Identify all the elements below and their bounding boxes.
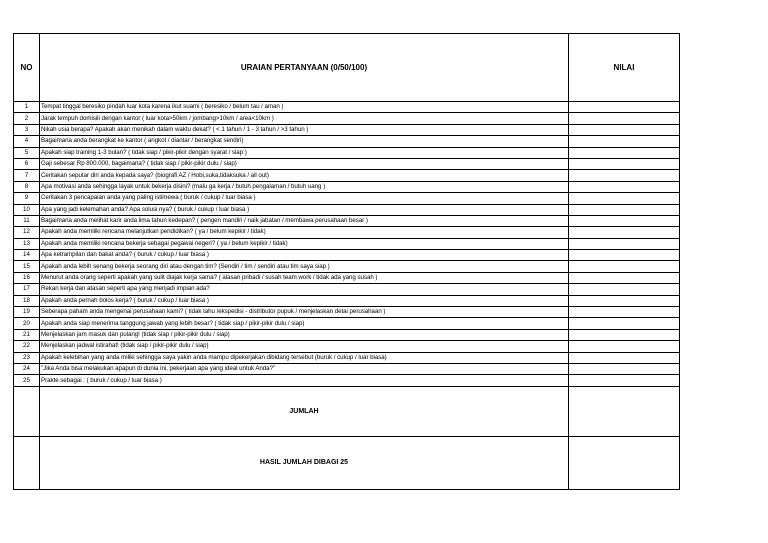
row-number: 1 xyxy=(14,102,40,113)
table-row xyxy=(14,341,680,352)
row-number: 18 xyxy=(14,295,40,306)
row-number: 14 xyxy=(14,250,40,261)
row-number: 8 xyxy=(14,181,40,192)
table-row xyxy=(14,193,680,204)
table-row xyxy=(14,295,680,306)
table-row xyxy=(14,284,680,295)
question-cell: Menjelaskan jadwal istirahat! (tidak siap / pikir-pikir dulu / siap) xyxy=(40,341,569,352)
table-row xyxy=(14,272,680,283)
table-row xyxy=(14,318,680,329)
sum-label: JUMLAH xyxy=(40,386,569,436)
table-row xyxy=(14,261,680,272)
score-cell[interactable] xyxy=(569,147,680,158)
score-cell[interactable] xyxy=(569,215,680,226)
sum-blank xyxy=(14,386,40,436)
score-cell[interactable] xyxy=(569,318,680,329)
total-label: HASIL JUMLAH DIBAGI 25 xyxy=(40,436,569,489)
row-number: 6 xyxy=(14,158,40,169)
table-row xyxy=(14,227,680,238)
row-number: 12 xyxy=(14,227,40,238)
score-cell[interactable] xyxy=(569,204,680,215)
row-number: 7 xyxy=(14,170,40,181)
row-number: 4 xyxy=(14,136,40,147)
sum-row xyxy=(14,386,680,436)
table-row xyxy=(14,124,680,135)
question-cell: Menurut anda orang seperti apakah yang sulit diajak kerja sama? ( alasan pribadi / susah team work / tidak ada yang susah ) xyxy=(40,272,569,283)
table-row xyxy=(14,181,680,192)
table-row xyxy=(14,363,680,374)
question-cell: Menjelaskan jam masuk dan pulang! (tidak siap / pikir-pikir dulu / siap) xyxy=(40,329,569,340)
row-number: 19 xyxy=(14,307,40,318)
row-number: 2 xyxy=(14,113,40,124)
score-cell[interactable] xyxy=(569,193,680,204)
question-cell: Apa motivasi anda sehingga layak untuk bekerja disini? (malu ga kerja / butuh pengalaman / butuh uang ) xyxy=(40,181,569,192)
question-cell: Apakah anda pernah bolos kerja? ( buruk / cukup / luar biasa ) xyxy=(40,295,569,306)
table-row xyxy=(14,147,680,158)
question-cell: Ceritakan seputar diri anda kepada saya? (biografi AZ / Hobi,suka,tidaksuka / all out) xyxy=(40,170,569,181)
question-cell: Prakte sebagai : ( buruk / cukup / luar biasa ) xyxy=(40,375,569,386)
question-cell: Apa ketrampilan dan bakat anda? ( buruk / cukup / luar biasa ) xyxy=(40,250,569,261)
score-cell[interactable] xyxy=(569,227,680,238)
row-number: 23 xyxy=(14,352,40,363)
question-cell: Seberapa paham anda mengenai perusahaan kami? ( tidak tahu /ekspedisi - distributor pupuk / menjelaskan detai perusahaan ) xyxy=(40,307,569,318)
row-number: 13 xyxy=(14,238,40,249)
question-cell: Apakah anda siap menerima tanggung jawab yang lebih besar? ( tidak siap / pikir-pikir dulu / siap) xyxy=(40,318,569,329)
row-number: 10 xyxy=(14,204,40,215)
table-row xyxy=(14,329,680,340)
score-cell[interactable] xyxy=(569,363,680,374)
total-blank xyxy=(14,436,40,489)
question-cell: Gaji sebesar Rp 800.000, bagaimana? ( tidak siap / pikir-pikir dulu / siap) xyxy=(40,158,569,169)
question-cell: Rekan kerja dan atasan seperti apa yang menjadi impian ada? xyxy=(40,284,569,295)
table-row xyxy=(14,215,680,226)
question-cell: Bagaimana anda berangkat ke kantor ( angkot / diantar / berangkat sendiri) xyxy=(40,136,569,147)
score-cell[interactable] xyxy=(569,375,680,386)
row-number: 22 xyxy=(14,341,40,352)
row-number: 16 xyxy=(14,272,40,283)
row-number: 5 xyxy=(14,147,40,158)
score-cell[interactable] xyxy=(569,307,680,318)
question-cell: Tempat tinggal beresiko pindah luar kota karena ikut suami ( beresiko / belum tau / aman ) xyxy=(40,102,569,113)
header-score: NILAI xyxy=(569,34,680,102)
score-cell[interactable] xyxy=(569,284,680,295)
score-cell[interactable] xyxy=(569,250,680,261)
question-cell: Nikah usia berapa? Apakah akan menikah dalam waktu dekat? ( < 1 tahun / 1 - 3 tahun / >3 tahun ) xyxy=(40,124,569,135)
score-cell[interactable] xyxy=(569,352,680,363)
table-row xyxy=(14,352,680,363)
score-cell[interactable] xyxy=(569,158,680,169)
sum-value-cell[interactable] xyxy=(569,386,680,436)
table-row xyxy=(14,158,680,169)
header-no: NO xyxy=(14,34,40,102)
row-number: 11 xyxy=(14,215,40,226)
score-cell[interactable] xyxy=(569,181,680,192)
score-cell[interactable] xyxy=(569,295,680,306)
row-number: 3 xyxy=(14,124,40,135)
question-cell: Apa yang jadi kelemahan anda? Apa solusi nya? ( buruk / cukup / luar biasa ) xyxy=(40,204,569,215)
header-question: URAIAN PERTANYAAN (0/50/100) xyxy=(40,34,569,102)
row-number: 9 xyxy=(14,193,40,204)
question-cell: Jarak tempuh domisili dengan kantor ( luar kota>50km / jombang>10km / area<10km ) xyxy=(40,113,569,124)
score-cell[interactable] xyxy=(569,272,680,283)
score-cell[interactable] xyxy=(569,329,680,340)
question-cell: Apakah anda memiliki rencana melanjutkan pendidikan? ( ya / belum kepikir / tidak) xyxy=(40,227,569,238)
table-row xyxy=(14,204,680,215)
question-cell: Ceritakan 3 pencapaian anda yang paling istimewa ( buruk / cukup / luar biasa ) xyxy=(40,193,569,204)
question-cell: "Jika Anda bisa melakukan apapun di dunia ini, pekerjaan apa yang ideal untuk Anda?" xyxy=(40,363,569,374)
question-cell: Apakah anda lebih senang bekerja seorang diri atau dengan tim? (Sendiri / tim / sendiri atau tim saya siap ) xyxy=(40,261,569,272)
question-cell: Bagaimana anda melihat karir anda lima tahun kedepan? ( pengen mandiri / naik jabatan / membawa perusahaan besar ) xyxy=(40,215,569,226)
score-cell[interactable] xyxy=(569,113,680,124)
score-cell[interactable] xyxy=(569,136,680,147)
table-row xyxy=(14,113,680,124)
score-cell[interactable] xyxy=(569,170,680,181)
score-cell[interactable] xyxy=(569,261,680,272)
interview-score-sheet xyxy=(13,33,680,490)
score-cell[interactable] xyxy=(569,341,680,352)
row-number: 17 xyxy=(14,284,40,295)
table-row xyxy=(14,238,680,249)
row-number: 24 xyxy=(14,363,40,374)
table-row xyxy=(14,375,680,386)
score-cell[interactable] xyxy=(569,102,680,113)
question-cell: Apakah siap training 1-3 bulan? ( tidak siap / pikir-pikir dengan syarat / siap ) xyxy=(40,147,569,158)
question-cell: Apakah anda memiliki rencana bekerja sebagai pegawai negeri? ( ya / belum kepikir / tidak) xyxy=(40,238,569,249)
table-row xyxy=(14,170,680,181)
row-number: 21 xyxy=(14,329,40,340)
table-row xyxy=(14,136,680,147)
row-number: 20 xyxy=(14,318,40,329)
question-cell: Apakah kelebihan yang anda miliki sehingga saya yakin anda mampu dipekerjakan dibidang tersebut (buruk / cukup / luar biasa) xyxy=(40,352,569,363)
table-row xyxy=(14,307,680,318)
total-value-cell[interactable] xyxy=(569,436,680,489)
score-cell[interactable] xyxy=(569,124,680,135)
table-row xyxy=(14,102,680,113)
table-row xyxy=(14,250,680,261)
header-row xyxy=(14,34,680,102)
row-number: 25 xyxy=(14,375,40,386)
total-row xyxy=(14,436,680,489)
row-number: 15 xyxy=(14,261,40,272)
score-cell[interactable] xyxy=(569,238,680,249)
